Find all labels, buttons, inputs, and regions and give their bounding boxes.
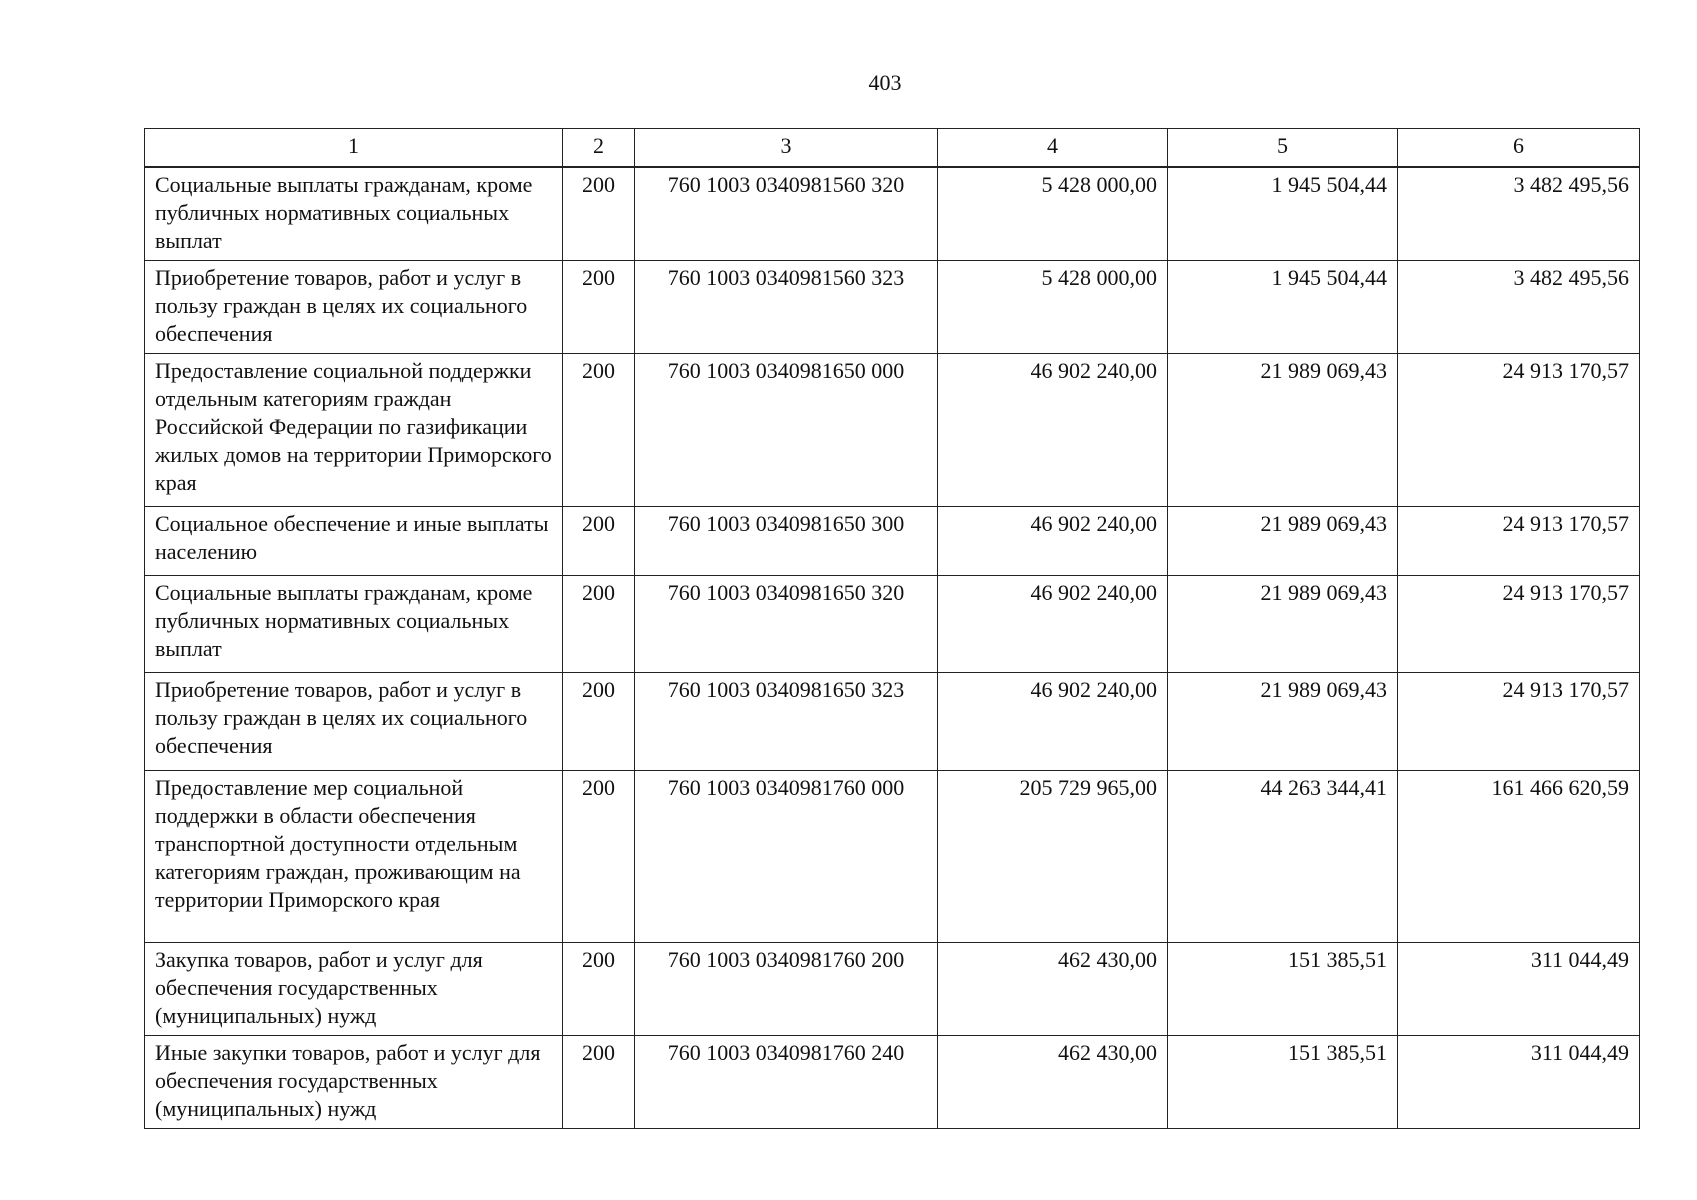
row-col5-cell: 1 945 504,44 — [1168, 261, 1398, 354]
row-code-cell: 200 — [563, 771, 635, 943]
row-col5-cell: 21 989 069,43 — [1168, 576, 1398, 673]
row-col6-cell: 161 466 620,59 — [1398, 771, 1640, 943]
row-code-cell: 200 — [563, 261, 635, 354]
column-header: 4 — [938, 129, 1168, 168]
row-classification-cell: 760 1003 0340981560 323 — [635, 261, 938, 354]
row-name-cell: Закупка товаров, работ и услуг для обеспечения государственных (муниципальных) нужд — [145, 943, 563, 1036]
row-classification-cell: 760 1003 0340981760 000 — [635, 771, 938, 943]
row-classification-cell: 760 1003 0340981650 323 — [635, 673, 938, 771]
row-col6-cell: 3 482 495,56 — [1398, 167, 1640, 261]
column-header: 5 — [1168, 129, 1398, 168]
row-code-cell: 200 — [563, 507, 635, 576]
row-name-cell: Иные закупки товаров, работ и услуг для обеспечения государственных (муниципальных) нужд — [145, 1036, 563, 1129]
table-row — [145, 354, 1640, 507]
column-header: 6 — [1398, 129, 1640, 168]
row-col5-cell: 21 989 069,43 — [1168, 507, 1398, 576]
table-row — [145, 943, 1640, 1036]
row-classification-cell: 760 1003 0340981760 200 — [635, 943, 938, 1036]
row-classification-cell: 760 1003 0340981650 000 — [635, 354, 938, 507]
row-col5-cell: 21 989 069,43 — [1168, 673, 1398, 771]
column-header: 3 — [635, 129, 938, 168]
page-number: 403 — [868, 70, 902, 95]
row-name-cell: Приобретение товаров, работ и услуг в пользу граждан в целях их социального обеспечения — [145, 261, 563, 354]
table-row — [145, 771, 1640, 943]
row-col6-cell: 3 482 495,56 — [1398, 261, 1640, 354]
row-col4-cell: 5 428 000,00 — [938, 261, 1168, 354]
row-name-cell: Предоставление мер социальной поддержки в области обеспечения транспортной доступности отдельным категориям граждан, проживающим на территории Приморского края — [145, 771, 563, 943]
table-row — [145, 576, 1640, 673]
row-col4-cell: 205 729 965,00 — [938, 771, 1168, 943]
budget-table — [144, 128, 1640, 1129]
row-classification-cell: 760 1003 0340981650 320 — [635, 576, 938, 673]
row-col4-cell: 462 430,00 — [938, 943, 1168, 1036]
row-col5-cell: 151 385,51 — [1168, 1036, 1398, 1129]
row-col4-cell: 46 902 240,00 — [938, 576, 1168, 673]
row-name-cell: Социальные выплаты гражданам, кроме публичных нормативных социальных выплат — [145, 576, 563, 673]
table-row — [145, 673, 1640, 771]
row-name-cell: Социальные выплаты гражданам, кроме публичных нормативных социальных выплат — [145, 167, 563, 261]
row-classification-cell: 760 1003 0340981560 320 — [635, 167, 938, 261]
row-classification-cell: 760 1003 0340981760 240 — [635, 1036, 938, 1129]
table-row — [145, 261, 1640, 354]
row-col5-cell: 1 945 504,44 — [1168, 167, 1398, 261]
row-col6-cell: 24 913 170,57 — [1398, 673, 1640, 771]
row-code-cell: 200 — [563, 943, 635, 1036]
row-code-cell: 200 — [563, 673, 635, 771]
row-col6-cell: 311 044,49 — [1398, 943, 1640, 1036]
row-col4-cell: 46 902 240,00 — [938, 507, 1168, 576]
column-header: 1 — [145, 129, 563, 168]
row-classification-cell: 760 1003 0340981650 300 — [635, 507, 938, 576]
row-col5-cell: 44 263 344,41 — [1168, 771, 1398, 943]
table-row — [145, 507, 1640, 576]
row-col6-cell: 24 913 170,57 — [1398, 354, 1640, 507]
row-col6-cell: 311 044,49 — [1398, 1036, 1640, 1129]
row-code-cell: 200 — [563, 576, 635, 673]
row-col6-cell: 24 913 170,57 — [1398, 576, 1640, 673]
row-col5-cell: 21 989 069,43 — [1168, 354, 1398, 507]
row-col4-cell: 46 902 240,00 — [938, 673, 1168, 771]
row-col5-cell: 151 385,51 — [1168, 943, 1398, 1036]
row-col4-cell: 462 430,00 — [938, 1036, 1168, 1129]
row-code-cell: 200 — [563, 167, 635, 261]
column-header: 2 — [563, 129, 635, 168]
table-row — [145, 167, 1640, 261]
table-header-row — [145, 129, 1640, 168]
row-name-cell: Приобретение товаров, работ и услуг в пользу граждан в целях их социального обеспечения — [145, 673, 563, 771]
row-col6-cell: 24 913 170,57 — [1398, 507, 1640, 576]
row-col4-cell: 5 428 000,00 — [938, 167, 1168, 261]
row-name-cell: Предоставление социальной поддержки отдельным категориям граждан Российской Федерации по газификации жилых домов на территории Приморского края — [145, 354, 563, 507]
row-name-cell: Социальное обеспечение и иные выплаты населению — [145, 507, 563, 576]
row-col4-cell: 46 902 240,00 — [938, 354, 1168, 507]
table-row — [145, 1036, 1640, 1129]
row-code-cell: 200 — [563, 354, 635, 507]
row-code-cell: 200 — [563, 1036, 635, 1129]
